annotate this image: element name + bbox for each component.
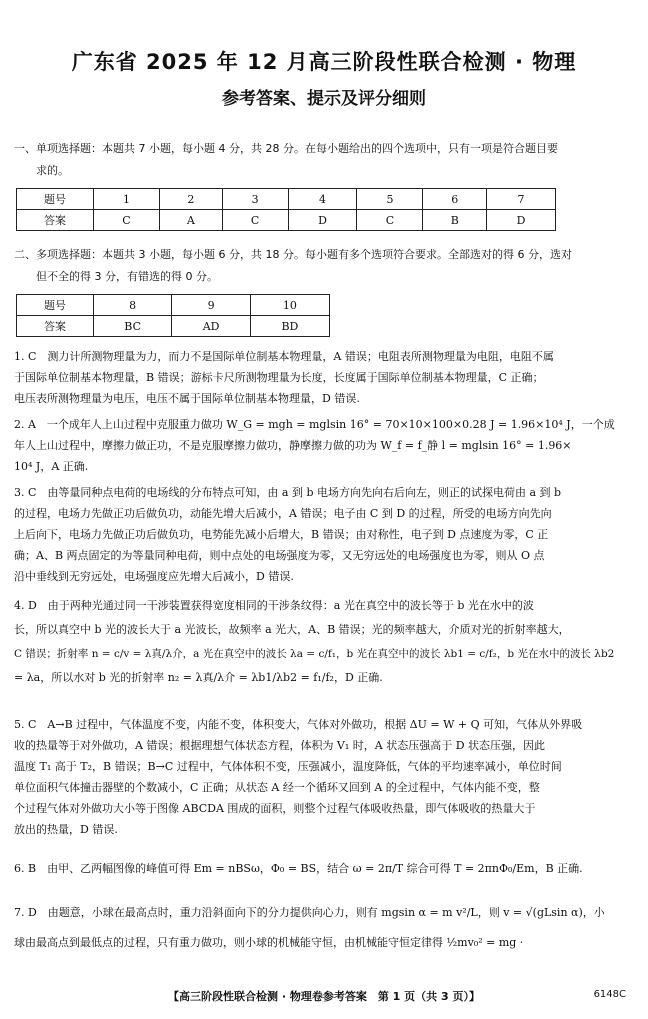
answer-cell: A (159, 210, 222, 231)
answer-cell: D (487, 210, 556, 231)
question-number: 8 (94, 295, 172, 316)
answer-cell: AD (172, 316, 251, 337)
text-line: 个过程气体对外做功大小等于图像 ABCDA 围成的面积，则整个过程气体吸收热量，即气体吸收的热量大于 (14, 802, 536, 815)
text-line: 上后向下，电场力先做正功后做负功，电势能先减小后增大，B 错误；由对称性，电子到 D 点速度为零，C 正 (14, 528, 549, 541)
explanation-q6 (14, 858, 638, 879)
row-label-question: 题号 (17, 295, 94, 316)
question-number: 2 (159, 189, 222, 210)
question-number: 4 (288, 189, 357, 210)
text-line: 的过程，电场力先做正功后做负功，动能先增大后减小，A 错误；电子由 C 到 D 的过程，所受的电场方向先向 (14, 507, 552, 520)
text-line: 单位面积气体撞击器壁的个数减小，C 正确；从状态 A 经一个循环又回到 A 的全过程中，气体内能不变，整 (14, 781, 540, 794)
answer-cell: B (423, 210, 487, 231)
text-line: 1. C 测力计所测物理量为力，而力不是国际单位制基本物理量，A 错误；电阻表所测物理量为电阻，电阻不属 (14, 350, 554, 363)
text-line: 于国际单位制基本物理量，B 错误；游标卡尺所测物理量为长度，长度属于国际单位制基本物理量，C 正确； (14, 371, 544, 384)
text-line: 2. A 一个成年人上山过程中克服重力做功 W_G = mgh = mglsin 16° = 70×10×100×0.28 J = 1.96×10⁴ J，一个成 (14, 418, 615, 431)
text-line: 温度 T₁ 高于 T₂，B 错误；B→C 过程中，气体体积不变，压强减小，温度降低，气体的平均速率减小，单位时间 (14, 760, 562, 773)
section-intro-line: 二、多项选择题：本题共 3 小题，每小题 6 分，共 18 分。每小题有多个选项符合要求。全部选对的得 6 分，选对 (14, 248, 572, 261)
answer-cell: C (222, 210, 288, 231)
text-line: 电压表所测物理量为电压，电压不属于国际单位制基本物理量，D 错误. (14, 392, 360, 405)
page-title: 广东省 2025 年 12 月高三阶段性联合检测 · 物理 (71, 50, 577, 74)
section-intro-line: 但不全的得 3 分，有错选的得 0 分。 (36, 270, 218, 283)
text-line: 沿中垂线到无穷远处，电场强度应先增大后减小，D 错误. (14, 570, 294, 583)
text-line: C 错误；折射率 n = c/v = λ真/λ介，a 光在真空中的波长 λa = c/f₁，b 光在真空中的波长 λb1 = c/f₂，b 光在水中的波长 λb2 (14, 648, 615, 660)
text-line: 收的热量等于对外做功，A 错误；根据理想气体状态方程，体积为 V₁ 时，A 状态压强高于 D 状态压强，因此 (14, 739, 546, 752)
explanation-q4 (14, 594, 638, 690)
row-label-answer: 答案 (17, 210, 94, 231)
section-single-choice-intro (14, 138, 636, 182)
table-row (17, 316, 330, 337)
table-row (17, 295, 330, 316)
text-line: 长，所以真空中 b 光的波长大于 a 光波长，故频率 a 光大，A、B 错误；光的频率越大，介质对光的折射率越大， (14, 623, 570, 636)
explanation-q3 (14, 482, 638, 587)
section-intro-line: 求的。 (36, 164, 69, 177)
answer-cell: BC (94, 316, 172, 337)
answer-cell: BD (250, 316, 329, 337)
text-line: 球由最高点到最低点的过程，只有重力做功，则小球的机械能守恒，由机械能守恒定律得 ½mv₀² = mg · (14, 936, 524, 949)
text-line: 3. C 由等量同种点电荷的电场线的分布特点可知，由 a 到 b 电场方向先向右后向左，则正的试探电荷由 a 到 b (14, 486, 562, 499)
row-label-question: 题号 (17, 189, 94, 210)
question-number: 9 (172, 295, 251, 316)
text-line: 5. C A→B 过程中，气体温度不变，内能不变，体积变大，气体对外做功，根据 ΔU = W + Q 可知，气体从外界吸 (14, 718, 583, 731)
text-line: 10⁴ J，A 正确. (14, 460, 89, 473)
page-footer: 【高三阶段性联合检测 · 物理卷参考答案 第 1 页（共 3 页）】 (168, 990, 480, 1003)
page-subtitle: 参考答案、提示及评分细则 (222, 89, 426, 109)
explanation-q1 (14, 346, 638, 409)
question-number: 7 (487, 189, 556, 210)
section-intro-line: 一、单项选择题：本题共 7 小题，每小题 4 分，共 28 分。在每小题给出的四个选项中，只有一项是符合题目要 (14, 142, 558, 155)
explanation-q5 (14, 714, 638, 840)
section-multiple-choice-intro (14, 244, 636, 288)
text-line: 确；A、B 两点固定的为等量同种电荷，则中点处的电场强度为零，又无穷远处的电场强度也为零，则从 O 点 (14, 549, 545, 562)
single-choice-answer-table (16, 188, 556, 231)
row-label-answer: 答案 (17, 316, 94, 337)
question-number: 1 (94, 189, 160, 210)
table-row (17, 210, 556, 231)
explanation-q2 (14, 414, 638, 477)
multiple-choice-answer-table (16, 294, 330, 337)
text-line: 6. B 由甲、乙两幅图像的峰值可得 Em = nBSω，Φ₀ = BS，结合 ω = 2π/T 综合可得 T = 2πnΦ₀/Em，B 正确. (14, 862, 583, 875)
text-line: 放出的热量，D 错误. (14, 823, 118, 836)
question-number: 5 (357, 189, 423, 210)
answer-cell: C (94, 210, 160, 231)
question-number: 3 (222, 189, 288, 210)
text-line: = λa，所以水对 b 光的折射率 n₂ = λ真/λ介 = λb1/λb2 = f₁/f₂，D 正确. (14, 671, 383, 684)
answer-cell: D (288, 210, 357, 231)
text-line: 年人上山过程中，摩擦力做正功，不是克服摩擦力做功，静摩擦力做的功为 W_f = f_静 l = mglsin 16° = 1.96× (14, 439, 572, 452)
document-code: 6148C (593, 989, 626, 1000)
text-line: 4. D 由于两种光通过同一干涉装置获得宽度相同的干涉条纹得：a 光在真空中的波长等于 b 光在水中的波 (14, 599, 534, 612)
explanation-q7 (14, 898, 638, 958)
text-line: 7. D 由题意，小球在最高点时，重力沿斜面向下的分力提供向心力，则有 mgsin α = m v²/L，则 v = √(gLsin α)，小 (14, 906, 605, 919)
question-number: 6 (423, 189, 487, 210)
table-row (17, 189, 556, 210)
question-number: 10 (250, 295, 329, 316)
answer-cell: C (357, 210, 423, 231)
